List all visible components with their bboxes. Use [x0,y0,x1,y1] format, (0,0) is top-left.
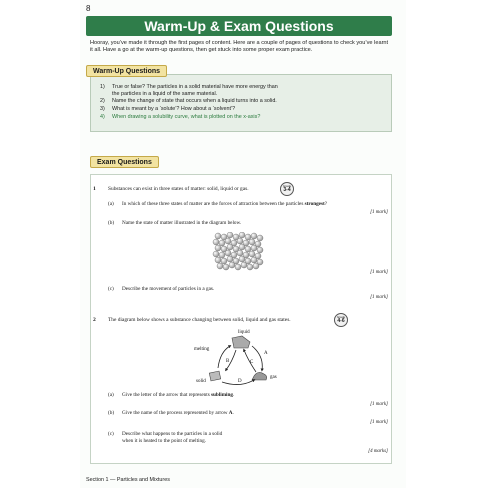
sub-question-text [122,201,382,207]
liquid-beaker-shape [232,336,250,348]
warmup-question [100,84,390,97]
warmup-question-text: Name the change of state that occurs when a liquid turns into a solid. [112,98,277,105]
mark-allocation: [4 marks] [368,449,388,454]
sub-question-label: (c) [108,431,114,437]
sub-question-text: Name the state of matter illustrated in the diagram below. [122,220,242,226]
emphasis-text: strongest [304,201,325,207]
page-title: Warm-Up & Exam Questions [144,18,334,34]
grade-badge [280,182,294,196]
warmup-question-text: What is meant by a ‘solute’? How about a ‘solvent’? [112,106,236,113]
text-run: ? [324,201,328,207]
grade-badge-value: 4-6 [337,318,345,324]
sub-question-label: (a) [108,392,114,398]
solid-cube-shape [209,371,220,381]
title-banner [86,16,392,36]
mark-allocation: [1 mark] [370,402,388,407]
sub-question-text-line: Describe what happens to the particles in a solid [122,431,223,437]
warmup-question [100,98,390,105]
label-c: C [250,360,254,365]
warmup-question-number: 2) [100,98,105,105]
label-a: A [264,351,268,356]
emphasis-text: A [228,410,233,416]
arrow-melting [218,346,230,368]
warmup-questions [100,84,390,122]
mark-allocation: [1 mark] [370,295,388,300]
question-number: 2 [93,317,96,323]
sub-question-text [122,392,234,398]
emphasis-text: subliming [211,392,233,398]
text-run: Give the name of the process represented by arrow [122,410,229,416]
mark-allocation: [1 mark] [370,210,388,215]
exam-heading: Exam Questions [90,156,159,168]
sub-question-label: (b) [108,220,115,226]
grade-badge [334,313,348,327]
label-solid: solid [196,379,206,384]
warmup-question-number: 3) [100,106,105,113]
sub-question-label: (a) [108,201,114,207]
sub-question-text-line: when it is heated to the point of melting. [122,438,206,444]
question-number: 1 [93,186,96,192]
label-liquid: liquid [238,330,250,335]
footer-section-label: Section 1 — Particles and Mixtures [86,477,170,483]
grade-badge-value: 3-4 [283,187,291,193]
warmup-question [100,106,390,113]
warmup-question-text: When drawing a solubility curve, what is plotted on the x-axis? [112,113,261,120]
text-run: . [232,392,235,398]
particle-diagram [212,232,266,272]
grade-badge-label: Grade [336,315,346,319]
text-run: Give the letter of the arrow that represents [122,392,212,398]
label-melting: melting [194,347,210,352]
warmup-question-text: True or false? The particles in a solid material have more energy than the particles in a liquid of the same material. [112,84,278,97]
label-gas: gas [270,375,277,380]
label-d: D [238,379,242,384]
question-stem: The diagram below shows a substance changing between solid, liquid and gas states. [108,317,291,323]
warmup-heading: Warm-Up Questions [86,65,167,77]
mark-allocation: [1 mark] [370,270,388,275]
text-run: . [232,410,234,416]
sub-question-label: (c) [108,286,114,292]
gas-puddle-shape [252,372,267,380]
intro-text: Hooray, you’ve made it through the first pages of content. Here are a couple of pages of questions to check you’ve learnt it all. Have a go at the warm-up questions, then get stuck into some proper exam practice. [90,40,389,54]
question-stem: Substances can exist in three states of matter: solid, liquid or gas. [108,186,249,192]
grade-badge-label: Grade [282,184,292,188]
sub-question-text: Describe the movement of particles in a gas. [122,286,215,292]
warmup-question-number: 4) [100,113,105,120]
warmup-question-number: 1) [100,84,105,90]
warmup-question [100,114,390,121]
sub-question-label: (b) [108,410,115,416]
text-run: In which of these three states of matter are the forces of attraction between the particles [122,201,305,207]
arrow-a [252,346,262,370]
sub-question-text [122,410,234,416]
states-cycle-diagram [192,326,292,388]
label-b: B [226,359,230,364]
mark-allocation: [1 mark] [370,420,388,425]
page-number: 8 [86,4,91,13]
